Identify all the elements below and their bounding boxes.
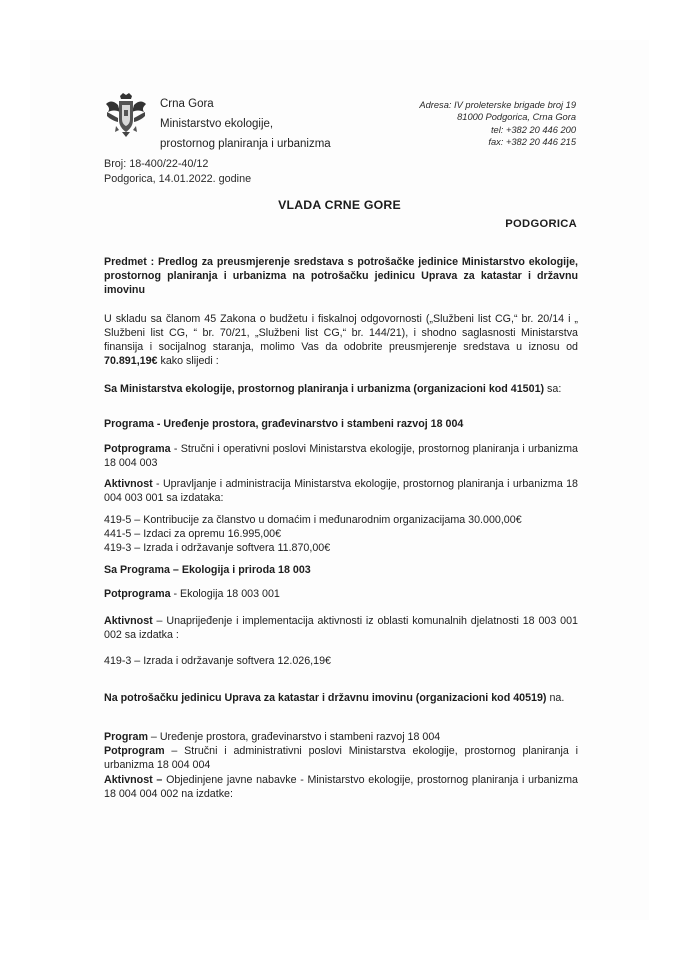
reference-number: Broj: 18-400/22-40/12 [104,158,209,170]
to-activity-text: Objedinjene javne nabavke - Ministarstvo ekologije, prostornog planiranja i urbanizma 18 004 004 002 na izdatke: [104,774,578,800]
address-line: tel: +382 20 446 200 [490,124,576,135]
to-program-text: – Uređenje prostora, građevinarstvo i stambeni razvoj 18 004 [147,731,441,743]
reference-block [104,157,251,187]
to-program-label: Program [104,731,148,743]
to-subprogram-label: Potprogram [104,745,165,757]
subject-paragraph [104,255,578,297]
from-program-2-text: Sa Programa – Ekologija i priroda 18 003 [104,564,311,576]
to-activity-label: Aktivnost – [104,774,163,786]
from-subprogram [104,442,578,470]
to-heading [104,691,578,705]
from-expense-list [104,513,522,555]
from-subprogram-2-label: Potprograma [104,588,171,600]
intro-amount: 70.891,19€ [104,355,158,367]
list-item: 419-5 – Kontribucije za članstvo u domaćim i međunarodnim organizacijama 30.000,00€ [104,514,522,526]
from-subprogram-label: Potprograma [104,443,171,455]
list-item: 419-3 – Izrada i održavanje softvera 11.870,00€ [104,542,331,554]
recipient-title: VLADA CRNE GORE [278,198,401,212]
to-subprogram-text: – Stručni i administrativni poslovi Ministarstva ekologije, prostornog planiranja i urbanizma 18 004 004 [104,745,578,771]
from-heading-text: Sa Ministarstva ekologije, prostornog planiranja i urbanizma (organizacioni kod 41501) [104,383,545,395]
ministry-line: Ministarstvo ekologije, [160,118,274,130]
subject-text: Predlog za preusmjerenje sredstava s potrošačke jedinice Ministarstvo ekologije, prostornog planiranja i urbanizma na potrošačku jedinicu Uprava za katastar i državnu imovinu [104,256,578,296]
place-date: Podgorica, 14.01.2022. godine [104,173,252,185]
list-item: 419-3 – Izrada i održavanje softvera 12.026,19€ [104,655,331,667]
from-activity-label: Aktivnost [104,478,153,490]
coat-of-arms-icon [104,92,148,138]
address-line: Adresa: IV proleterske brigade broj 19 [419,100,576,110]
from-subprogram-2-text: - Ekologija 18 003 001 [170,588,280,600]
ministry-line: prostornog planiranja i urbanizma [160,138,331,150]
recipient-city: PODGORICA [505,218,577,230]
intro-suffix: kako slijedi : [157,355,219,367]
from-program [104,417,578,431]
address-block [419,99,576,149]
from-program-text: Programa - Uređenje prostora, građevinarstvo i stambeni razvoj 18 004 [104,418,464,430]
intro-text: U skladu sa članom 45 Zakona o budžetu i fiskalnoj odgovornosti („Službeni list CG,“ br. 20/14 i „ Službeni list CG, “ br. 70/21, „Službeni list CG,“ br. 144/21), i shodno saglasnosti Ministarstva finansija i socijalnog staranja, molimo Vas da odobrite preusmjerenje sredstava u iznosu od [104,313,578,353]
subject-label: Predmet : [104,256,155,268]
from-activity-text: - Upravljanje i administracija Ministarstva ekologije, prostornog planiranja i urbanizma 18 004 003 001 sa izdataka: [104,478,578,504]
from-program-2 [104,563,578,577]
ministry-line: Crna Gora [160,98,214,110]
to-heading-suffix: na. [546,692,565,704]
from-subprogram-2 [104,587,578,601]
from-heading [104,382,578,396]
from-activity-2-label: Aktivnost [104,615,153,627]
from-activity-2-text: – Unaprijeđenje i implementacija aktivnosti iz oblasti komunalnih djelatnosti 18 003 001 002 sa izdatka : [104,615,578,641]
to-heading-text: Na potrošačku jedinicu Uprava za katastar i državnu imovinu (organizacioni kod 40519) [104,692,547,704]
from-expense-list-2 [104,654,331,668]
to-program [104,730,578,744]
from-activity [104,477,578,505]
ministry-name [160,94,331,154]
intro-paragraph [104,312,578,368]
from-activity-2 [104,614,578,642]
address-line: fax: +382 20 446 215 [488,137,576,148]
to-subprogram [104,744,578,772]
address-line: 81000 Podgorica, Crna Gora [457,112,576,123]
to-activity [104,773,578,801]
from-heading-suffix: sa: [544,383,562,395]
list-item: 441-5 – Izdaci za opremu 16.995,00€ [104,528,282,540]
from-subprogram-text: - Stručni i operativni poslovi Ministarstva ekologije, prostornog planiranja i urbanizma 18 004 003 [104,443,578,469]
